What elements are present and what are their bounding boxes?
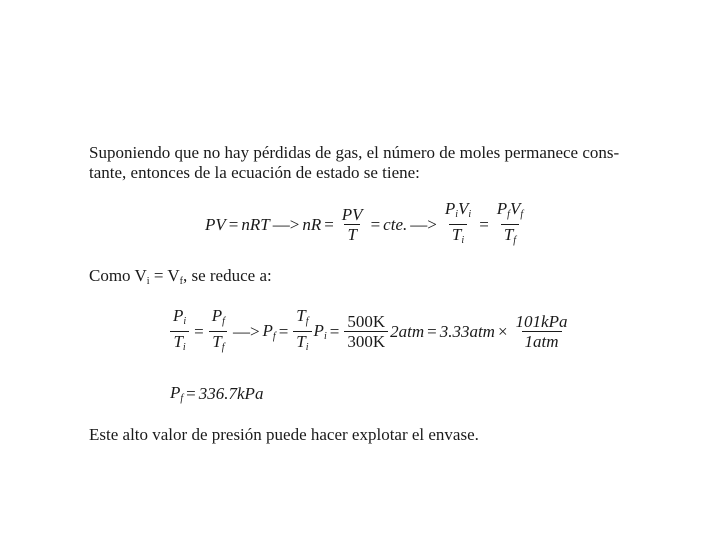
- eq2-equals-1: =: [194, 321, 204, 341]
- intro-paragraph: [89, 143, 629, 183]
- eq1-cte: cte.: [383, 214, 408, 234]
- eq2-frac-kpa-atm: $\frac{\text{101kPa}}{\text{1atm}}$: [515, 312, 568, 351]
- como-line: Como $V_i = V_f$, se reduce a:: [89, 266, 272, 287]
- eq2-equals-2: =: [278, 321, 289, 341]
- eq1-nrt: nRT: [241, 214, 270, 234]
- equation-reduction: [168, 307, 572, 356]
- eq3-pf: $P_f$: [170, 383, 184, 404]
- eq1-arrow: —>: [272, 214, 300, 234]
- eq1-frac-pv-t: $\frac{PV}{T}$: [341, 205, 363, 244]
- eq1-frac-initial: $\frac{P_iV_i}{T_i}$: [442, 200, 474, 249]
- eq1-pv: PV: [205, 214, 226, 234]
- intro-line-2: tante, entonces de la ecuación de estado se tiene:: [89, 163, 420, 182]
- eq2-frac-pf-tf: $\frac{P_f}{T_f}$: [209, 307, 228, 356]
- equation-result: [170, 383, 263, 404]
- eq1-arrow-2: —>: [410, 214, 437, 234]
- eq2-pi: $P_i$: [313, 321, 327, 342]
- eq2-pf: $P_f$: [262, 321, 276, 342]
- eq2-frac-tf-ti: $\frac{T_f}{T_i}$: [293, 307, 311, 356]
- eq2-result-atm: 3.33atm: [439, 321, 495, 341]
- conclusion: Este alto valor de presión puede hacer explotar el envase.: [89, 425, 479, 444]
- eq2-2atm: 2atm: [390, 321, 425, 341]
- equation-state: [205, 200, 528, 249]
- eq2-frac-pi-ti: $\frac{P_i}{T_i}$: [170, 307, 189, 356]
- eq2-equals-4: =: [427, 321, 437, 341]
- eq3-value: 336.7kPa: [198, 383, 264, 403]
- eq2-frac-500-300: $\frac{500K}{300K}$: [344, 313, 388, 350]
- eq1-equals-2: =: [324, 214, 334, 234]
- eq1-equals: =: [228, 214, 239, 234]
- intro-line-1: Suponiendo que no hay pérdidas de gas, el número de moles permanece cons-: [89, 143, 620, 162]
- eq3-equals: =: [186, 383, 196, 403]
- eq1-equals-4: =: [479, 214, 489, 234]
- eq1-equals-3: =: [370, 214, 381, 234]
- eq1-frac-final: $\frac{P_fV_f}{T_f}$: [494, 200, 526, 249]
- eq1-nr: nR: [302, 214, 322, 234]
- eq2-equals-3: =: [329, 321, 340, 341]
- eq2-arrow: —>: [232, 321, 260, 341]
- eq2-times: ×: [497, 321, 508, 341]
